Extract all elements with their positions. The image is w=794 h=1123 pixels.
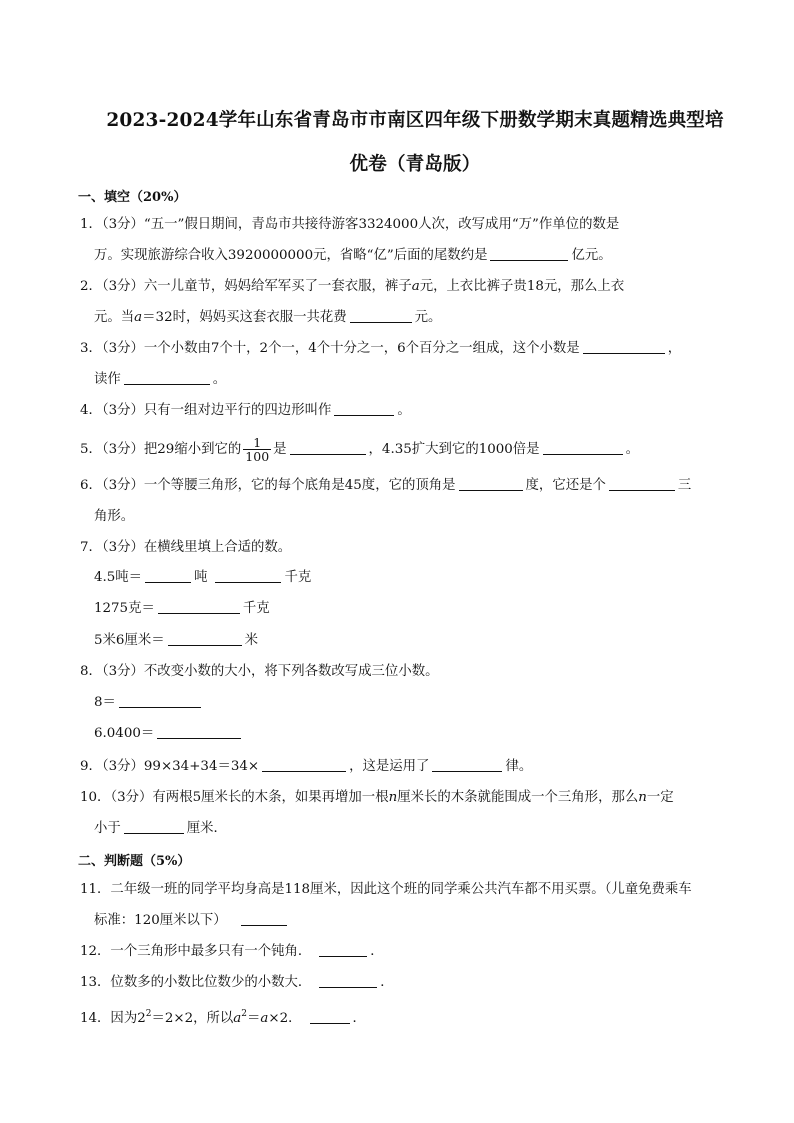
answer-blank[interactable]: [334, 401, 394, 416]
answer-blank[interactable]: [157, 724, 241, 739]
answer-blank[interactable]: [124, 819, 184, 834]
page-title: [95, 99, 735, 187]
question-10-line-1: 10．（3分）有两根5厘米长的木条，如果再增加一根n厘米长的木条就能围成一个三角形，那么n一定: [80, 790, 674, 805]
question-3-line-1: 3．（3分）一个小数由7个十，2个一，4个十分之一，6个百分之一组成，这个小数是 ，: [80, 341, 682, 356]
question-11-line-2: 标准：120厘米以下）: [94, 911, 290, 931]
answer-blank[interactable]: [145, 568, 191, 583]
question-12: 12．一个三角形中最多只有一个钝角． ．: [80, 944, 384, 959]
question-7-row-2: 1275克＝ 千克: [94, 601, 270, 616]
answer-blank[interactable]: [319, 973, 377, 988]
question-11-line-1: 11．二年级一班的同学平均身高是118厘米，因此这个班的同学乘公共汽车都不用买票。（儿童免费乘车: [80, 882, 692, 897]
answer-blank[interactable]: [241, 911, 287, 926]
section-true-false: 二、判断题（5%）: [78, 854, 191, 869]
question-8-row-2: 6.0400＝: [94, 724, 244, 744]
answer-blank[interactable]: [158, 599, 240, 614]
answer-blank[interactable]: [290, 440, 366, 455]
question-14: 14．因为$2^2=2\times 2$，所以$a^2=a\times 2$． ．: [80, 1009, 366, 1026]
answer-blank[interactable]: [350, 308, 412, 323]
answer-blank[interactable]: [459, 476, 523, 491]
answer-blank[interactable]: [124, 370, 210, 385]
question-7-row-1: 4.5吨＝ 吨 千克: [94, 570, 312, 585]
answer-blank[interactable]: [262, 757, 346, 772]
answer-blank[interactable]: [319, 942, 367, 957]
question-3-line-2: 读作 。: [94, 372, 227, 387]
question-8-row-1: 8＝: [94, 693, 204, 713]
question-7-row-3: 5米6厘米＝ 米: [94, 633, 258, 648]
question-5: 5．（3分）把29缩小到它的 $\frac{1}{100}$ 是 ，4.35扩大到它的1000倍是 。: [80, 435, 639, 464]
question-7: 7．（3分）在横线里填上合适的数。: [80, 540, 292, 555]
answer-blank[interactable]: [168, 631, 242, 646]
section-fill-in: 一、填空（20%）: [78, 190, 187, 205]
question-2-line-2: 元。当a＝32时，妈妈买这套衣服一共花费 元。: [94, 310, 442, 325]
question-1-line-1: 1．（3分）“五一”假日期间，青岛市共接待游客3324000人次，改写成用“万”作单位的数是: [80, 217, 620, 232]
answer-blank[interactable]: [215, 568, 281, 583]
answer-blank[interactable]: [543, 440, 623, 455]
question-6-line-1: 6．（3分）一个等腰三角形，它的每个底角是45度，它的顶角是 度，它还是个 三: [80, 478, 692, 493]
question-6-line-2: 角形。: [94, 509, 135, 524]
fraction-one-hundredth: $\frac{1}{100}$: [245, 435, 270, 464]
answer-blank[interactable]: [310, 1009, 350, 1024]
question-8: 8．（3分）不改变小数的大小，将下列各数改写成三位小数。: [80, 664, 439, 679]
question-9: 9．（3分）99×34+34＝34× ，这是运用了 律。: [80, 759, 533, 774]
title-line-1: 2023-2024学年山东省青岛市市南区四年级下册数学期末真题精选典型培: [106, 110, 724, 131]
question-4: 4．（3分）只有一组对边平行的四边形叫作 。: [80, 403, 411, 418]
answer-blank[interactable]: [583, 339, 665, 354]
answer-blank[interactable]: [432, 757, 502, 772]
title-line-2: 优卷（青岛版）: [349, 154, 481, 175]
answer-blank[interactable]: [609, 476, 675, 491]
answer-blank[interactable]: [490, 246, 568, 261]
question-10-line-2: 小于 厘米．: [94, 821, 227, 836]
question-1-line-2: 万。实现旅游综合收入3920000000元，省略“亿”后面的尾数约是 亿元。: [94, 248, 612, 263]
question-13: 13．位数多的小数比位数少的小数大． ．: [80, 975, 394, 990]
answer-blank[interactable]: [119, 693, 201, 708]
question-2-line-1: 2．（3分）六一儿童节，妈妈给军军买了一套衣服，裤子a元，上衣比裤子贵18元，那么上衣: [80, 279, 625, 294]
